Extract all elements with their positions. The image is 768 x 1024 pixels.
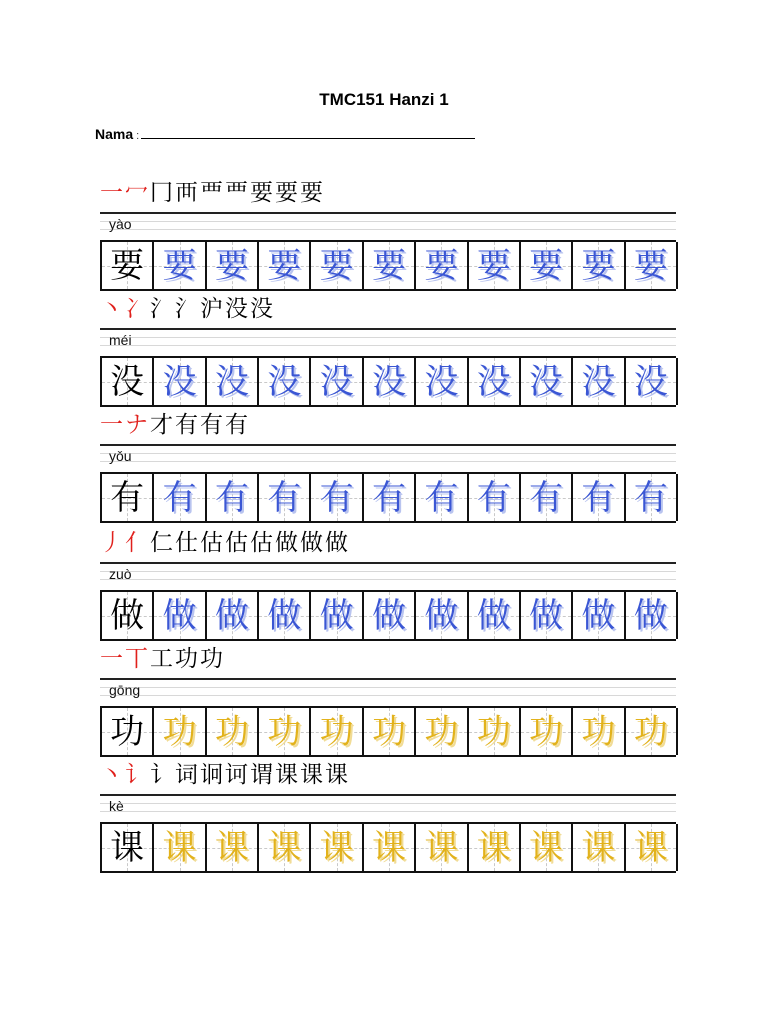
trace-character-cell[interactable]: [624, 358, 676, 405]
cell-character: 要: [267, 245, 302, 286]
model-character-cell[interactable]: [100, 592, 152, 639]
stroke-step: 丶: [100, 762, 124, 788]
cell-character: 功: [529, 711, 564, 752]
trace-character-cell[interactable]: [362, 708, 414, 755]
trace-character-cell[interactable]: [519, 824, 571, 871]
stroke-step: 一: [100, 180, 124, 206]
guide-line: [100, 811, 676, 812]
cell-character: 功: [162, 711, 197, 752]
cell-character: 做: [581, 595, 616, 636]
guide-line: [100, 461, 676, 462]
trace-character-cell[interactable]: [152, 824, 204, 871]
guide-line: [100, 328, 676, 330]
stroke-step: 要: [300, 180, 324, 206]
trace-character-cell[interactable]: [309, 592, 361, 639]
trace-character-cell[interactable]: [257, 474, 309, 521]
trace-character-cell[interactable]: [362, 358, 414, 405]
trace-character-cell[interactable]: [257, 592, 309, 639]
cell-character: 有: [267, 477, 302, 518]
trace-character-cell[interactable]: [257, 824, 309, 871]
trace-character-cell[interactable]: [571, 474, 623, 521]
guide-line: [100, 221, 676, 222]
trace-character-cell[interactable]: [257, 358, 309, 405]
stroke-step: 丿: [100, 530, 124, 556]
cell-character: 有: [633, 477, 668, 518]
practice-grid: [100, 822, 676, 873]
trace-character-cell[interactable]: [414, 358, 466, 405]
trace-character-cell[interactable]: [309, 358, 361, 405]
stroke-step: 冂: [150, 180, 174, 206]
pinyin-guide: [100, 794, 676, 819]
stroke-step: 做: [325, 530, 349, 556]
cell-character: 做: [476, 595, 511, 636]
pinyin-label: kè: [109, 798, 124, 814]
stroke-step: 一: [100, 646, 124, 672]
stroke-step: 丶: [100, 296, 124, 322]
cell-character: 没: [319, 361, 354, 402]
guide-line: [100, 695, 676, 696]
stroke-step: 仕: [175, 530, 199, 556]
stroke-step: 功: [175, 646, 199, 672]
trace-character-cell[interactable]: [519, 474, 571, 521]
stroke-step: 讠: [150, 762, 174, 788]
trace-character-cell[interactable]: [205, 358, 257, 405]
cell-character: 要: [371, 245, 406, 286]
stroke-step: 一: [100, 412, 124, 438]
trace-character-cell[interactable]: [414, 474, 466, 521]
trace-character-cell[interactable]: [467, 358, 519, 405]
cell-character: 没: [581, 361, 616, 402]
pinyin-guide: [100, 444, 676, 469]
stroke-step: 要: [250, 180, 274, 206]
cell-character: 有: [110, 477, 145, 518]
trace-character-cell[interactable]: [571, 824, 623, 871]
cell-character: 做: [424, 595, 459, 636]
trace-character-cell[interactable]: [362, 474, 414, 521]
stroke-step: 诃: [225, 762, 249, 788]
guide-line: [100, 794, 676, 796]
trace-character-cell[interactable]: [205, 708, 257, 755]
cell-character: 有: [424, 477, 459, 518]
practice-grid: [100, 472, 676, 523]
trace-character-cell[interactable]: [624, 708, 676, 755]
name-write-line[interactable]: [141, 126, 475, 139]
trace-character-cell[interactable]: [571, 592, 623, 639]
trace-character-cell[interactable]: [624, 592, 676, 639]
trace-character-cell[interactable]: [571, 358, 623, 405]
stroke-step: 谓: [250, 762, 274, 788]
stroke-order-sequence: [100, 758, 676, 792]
cell-character: 课: [319, 827, 354, 868]
cell-character: 没: [424, 361, 459, 402]
trace-character-cell[interactable]: [414, 824, 466, 871]
cell-character: 功: [633, 711, 668, 752]
stroke-step: 功: [200, 646, 224, 672]
cell-character: 没: [371, 361, 406, 402]
trace-character-cell[interactable]: [205, 592, 257, 639]
cell-character: 没: [267, 361, 302, 402]
trace-character-cell[interactable]: [467, 824, 519, 871]
stroke-order-sequence: [100, 526, 676, 560]
pinyin-label: yào: [109, 216, 132, 232]
guide-line: [100, 562, 676, 564]
stroke-step: 氵: [150, 296, 174, 322]
pinyin-guide: [100, 678, 676, 703]
practice-block-3: [100, 526, 676, 644]
cell-character: 没: [110, 361, 145, 402]
stroke-order-sequence: [100, 408, 676, 442]
trace-character-cell[interactable]: [467, 242, 519, 289]
trace-character-cell[interactable]: [152, 474, 204, 521]
cell-character: 做: [110, 595, 145, 636]
guide-line: [100, 229, 676, 230]
stroke-step: 估: [225, 530, 249, 556]
pinyin-label: gōng: [109, 682, 141, 698]
trace-character-cell[interactable]: [309, 242, 361, 289]
trace-character-cell[interactable]: [571, 708, 623, 755]
stroke-step: 覀: [225, 180, 249, 206]
stroke-step: 没: [225, 296, 249, 322]
cell-character: 有: [214, 477, 249, 518]
cell-character: 功: [581, 711, 616, 752]
trace-character-cell[interactable]: [309, 824, 361, 871]
trace-character-cell[interactable]: [152, 708, 204, 755]
cell-character: 功: [214, 711, 249, 752]
cell-character: 课: [529, 827, 564, 868]
practice-block-4: [100, 642, 676, 760]
trace-character-cell[interactable]: [624, 474, 676, 521]
stroke-step: 才: [150, 412, 174, 438]
model-character-cell[interactable]: [100, 824, 152, 871]
guide-line: [100, 803, 676, 804]
cell-character: 有: [162, 477, 197, 518]
trace-character-cell[interactable]: [257, 708, 309, 755]
stroke-step: 有: [175, 412, 199, 438]
pinyin-label: zuò: [109, 566, 132, 582]
stroke-step: 有: [200, 412, 224, 438]
guide-line: [100, 579, 676, 580]
name-label: Nama: [95, 126, 134, 142]
trace-character-cell[interactable]: [362, 824, 414, 871]
pinyin-guide: [100, 328, 676, 353]
cell-character: 没: [633, 361, 668, 402]
stroke-order-sequence: [100, 642, 676, 676]
model-character-cell[interactable]: [100, 708, 152, 755]
cell-character: 课: [581, 827, 616, 868]
practice-grid: [100, 240, 676, 291]
trace-character-cell[interactable]: [309, 708, 361, 755]
practice-grid: [100, 706, 676, 757]
grid-right-border: [676, 708, 678, 755]
trace-character-cell[interactable]: [624, 824, 676, 871]
practice-block-0: [100, 176, 676, 294]
cell-character: 有: [529, 477, 564, 518]
trace-character-cell[interactable]: [205, 242, 257, 289]
cell-character: 做: [162, 595, 197, 636]
stroke-step: 仁: [150, 530, 174, 556]
cell-character: 课: [267, 827, 302, 868]
cell-character: 要: [476, 245, 511, 286]
cell-character: 做: [214, 595, 249, 636]
trace-character-cell[interactable]: [362, 592, 414, 639]
cell-character: 没: [476, 361, 511, 402]
cell-character: 做: [529, 595, 564, 636]
trace-character-cell[interactable]: [624, 242, 676, 289]
pinyin-label: yǒu: [109, 448, 132, 464]
cell-character: 有: [476, 477, 511, 518]
guide-line: [100, 444, 676, 446]
stroke-step: 估: [250, 530, 274, 556]
stroke-step: 做: [275, 530, 299, 556]
stroke-step: 词: [175, 762, 199, 788]
guide-line: [100, 453, 676, 454]
trace-character-cell[interactable]: [519, 592, 571, 639]
guide-line: [100, 678, 676, 680]
stroke-step: 没: [250, 296, 274, 322]
cell-character: 功: [110, 711, 145, 752]
trace-character-cell[interactable]: [152, 242, 204, 289]
trace-character-cell[interactable]: [205, 474, 257, 521]
stroke-step: 诇: [200, 762, 224, 788]
cell-character: 有: [581, 477, 616, 518]
stroke-step: 课: [300, 762, 324, 788]
cell-character: 课: [476, 827, 511, 868]
cell-character: 要: [110, 245, 145, 286]
cell-character: 做: [371, 595, 406, 636]
name-field-row: [95, 126, 495, 142]
cell-character: 功: [371, 711, 406, 752]
cell-character: 有: [319, 477, 354, 518]
pinyin-guide: [100, 562, 676, 587]
cell-character: 课: [424, 827, 459, 868]
trace-character-cell[interactable]: [414, 242, 466, 289]
cell-character: 功: [476, 711, 511, 752]
trace-character-cell[interactable]: [467, 474, 519, 521]
cell-character: 课: [162, 827, 197, 868]
trace-character-cell[interactable]: [309, 474, 361, 521]
stroke-step: 有: [225, 412, 249, 438]
trace-character-cell[interactable]: [519, 242, 571, 289]
stroke-step: 丅: [125, 646, 149, 672]
stroke-step: 课: [275, 762, 299, 788]
trace-character-cell[interactable]: [519, 708, 571, 755]
cell-character: 没: [529, 361, 564, 402]
guide-line: [100, 571, 676, 572]
trace-character-cell[interactable]: [467, 708, 519, 755]
cell-character: 有: [371, 477, 406, 518]
trace-character-cell[interactable]: [414, 592, 466, 639]
trace-character-cell[interactable]: [467, 592, 519, 639]
stroke-step: 工: [150, 646, 174, 672]
stroke-step: 氵: [175, 296, 199, 322]
model-character-cell[interactable]: [100, 474, 152, 521]
pinyin-label: méi: [109, 332, 132, 348]
trace-character-cell[interactable]: [571, 242, 623, 289]
stroke-step: 冖: [125, 180, 149, 206]
stroke-step: 估: [200, 530, 224, 556]
cell-character: 要: [529, 245, 564, 286]
cell-character: 课: [214, 827, 249, 868]
stroke-step: 沪: [200, 296, 224, 322]
page-title: TMC151 Hanzi 1: [319, 90, 449, 109]
practice-block-5: [100, 758, 676, 876]
cell-character: 做: [633, 595, 668, 636]
pinyin-guide: [100, 212, 676, 237]
cell-character: 做: [267, 595, 302, 636]
cell-character: 要: [319, 245, 354, 286]
cell-character: 要: [214, 245, 249, 286]
trace-character-cell[interactable]: [414, 708, 466, 755]
stroke-step: ナ: [125, 412, 149, 438]
cell-character: 功: [267, 711, 302, 752]
guide-line: [100, 345, 676, 346]
stroke-step: 亻: [125, 530, 149, 556]
practice-block-1: [100, 292, 676, 410]
cell-character: 没: [162, 361, 197, 402]
trace-character-cell[interactable]: [362, 242, 414, 289]
guide-line: [100, 337, 676, 338]
cell-character: 功: [319, 711, 354, 752]
grid-right-border: [676, 358, 678, 405]
guide-line: [100, 212, 676, 214]
cell-character: 课: [371, 827, 406, 868]
grid-right-border: [676, 824, 678, 871]
trace-character-cell[interactable]: [152, 592, 204, 639]
model-character-cell[interactable]: [100, 358, 152, 405]
stroke-order-sequence: [100, 292, 676, 326]
stroke-order-sequence: [100, 176, 676, 210]
trace-character-cell[interactable]: [152, 358, 204, 405]
stroke-step: 讠: [125, 762, 149, 788]
stroke-step: 课: [325, 762, 349, 788]
grid-right-border: [676, 474, 678, 521]
cell-character: 要: [162, 245, 197, 286]
stroke-step: 覀: [200, 180, 224, 206]
practice-block-2: [100, 408, 676, 526]
grid-right-border: [676, 592, 678, 639]
grid-right-border: [676, 242, 678, 289]
cell-character: 要: [633, 245, 668, 286]
trace-character-cell[interactable]: [205, 824, 257, 871]
cell-character: 课: [110, 827, 145, 868]
model-character-cell[interactable]: [100, 242, 152, 289]
practice-grid: [100, 590, 676, 641]
name-colon: :: [136, 130, 140, 142]
cell-character: 没: [214, 361, 249, 402]
stroke-step: 冫: [125, 296, 149, 322]
stroke-step: 要: [275, 180, 299, 206]
practice-grid: [100, 356, 676, 407]
stroke-step: 襾: [175, 180, 199, 206]
cell-character: 要: [424, 245, 459, 286]
cell-character: 功: [424, 711, 459, 752]
guide-line: [100, 687, 676, 688]
cell-character: 要: [581, 245, 616, 286]
trace-character-cell[interactable]: [257, 242, 309, 289]
trace-character-cell[interactable]: [519, 358, 571, 405]
cell-character: 做: [319, 595, 354, 636]
cell-character: 课: [633, 827, 668, 868]
stroke-step: 做: [300, 530, 324, 556]
